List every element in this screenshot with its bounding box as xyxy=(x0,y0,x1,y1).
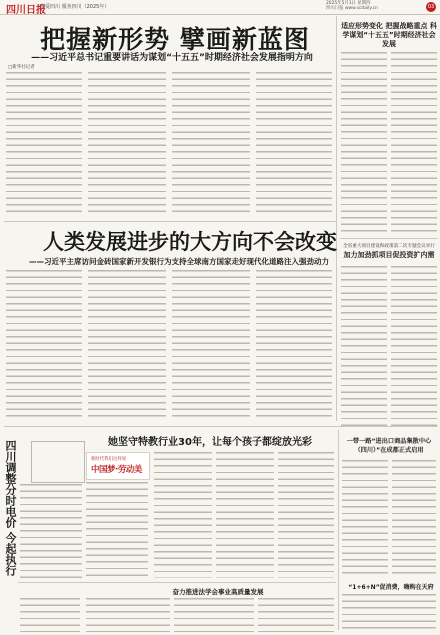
vertical-story-column xyxy=(20,484,82,579)
side1-column-1 xyxy=(341,52,387,232)
lead-column-2 xyxy=(88,72,166,216)
side-divider xyxy=(340,238,438,239)
lead-byline: □新华社记者 xyxy=(8,65,35,70)
labor-day-badge xyxy=(86,452,150,480)
side3-column-2 xyxy=(392,460,436,575)
side-headline-4: “1+6+N”促消费，嗨购在天府 xyxy=(348,584,434,591)
side2-kicker: 全省重大项目建设和政策第二次专题会议举行 xyxy=(343,244,435,249)
column-divider-2 xyxy=(338,430,339,630)
lead-column-1 xyxy=(6,72,82,216)
newspaper-logo: 四川日报 xyxy=(6,5,46,16)
second-subheadline: ——习近平主席访问金砖国家新开发银行为支持全球南方国家走好现代化道路注入强劲动力 xyxy=(29,257,329,266)
side-story-2-header xyxy=(340,243,438,260)
side-headline-1: 适应形势变化 把握战略重点 科学谋划“十五五”时期经济社会发展 xyxy=(341,22,437,48)
side2-headline: 加力加劲抓项目促投资扩内需 xyxy=(343,251,435,259)
side2-column-2 xyxy=(391,266,437,426)
side3-column-1 xyxy=(342,460,388,575)
lead-subheadline: ——习近平总书记重要讲话为谋划“十五五”时期经济社会发展指明方向 xyxy=(31,53,313,63)
lead-headline: 把握新形势 擘画新蓝图 xyxy=(40,25,310,54)
lead-column-4 xyxy=(256,72,332,216)
third-column-4 xyxy=(278,452,334,578)
second-column-1 xyxy=(6,270,82,420)
lead-column-3 xyxy=(172,72,250,216)
side2-column-1 xyxy=(341,266,387,426)
bottom-column-3 xyxy=(258,598,334,632)
badge-big-text: 中国梦·劳动美 xyxy=(91,465,142,475)
masthead-subtitle: 热爱四川 服务四川（2025年） xyxy=(40,4,110,10)
masthead-date: 2025年5月1日 星期四 四川日报 www.scdaily.cn xyxy=(326,1,378,11)
side1-column-2 xyxy=(391,52,437,232)
second-headline: 人类发展进步的大方向不会改变 xyxy=(43,230,337,254)
second-column-3 xyxy=(172,270,250,420)
side4-column xyxy=(342,594,436,632)
bottom-column-1 xyxy=(86,598,170,632)
vertical-story-box xyxy=(31,441,85,483)
section-divider-3 xyxy=(18,582,336,583)
bottom-column-2 xyxy=(174,598,254,632)
third-column-3 xyxy=(216,452,274,578)
second-column-2 xyxy=(88,270,166,420)
masthead xyxy=(0,0,440,15)
section-divider xyxy=(4,221,336,222)
vertical-headline: 四川调整分时电价 今起执行 xyxy=(4,440,17,576)
bottom-headline: 奋力推进法学会事业高质量发展 xyxy=(172,588,264,596)
side-headline-3: 一带一路“进出口商品集散中心（四川）”在成都正式启用 xyxy=(346,438,432,454)
third-headline: 她坚守特教行业30年，让每个孩子都绽放光彩 xyxy=(108,437,312,448)
third-column-2 xyxy=(154,452,212,578)
column-divider xyxy=(336,16,337,421)
section-divider-2 xyxy=(4,426,438,427)
page-number-badge: 03 xyxy=(427,4,435,10)
badge-small-text: 新时代我们这样说 xyxy=(91,457,127,462)
third-column-1 xyxy=(86,482,148,578)
bottom-column-left xyxy=(20,598,80,632)
second-column-4 xyxy=(256,270,332,420)
